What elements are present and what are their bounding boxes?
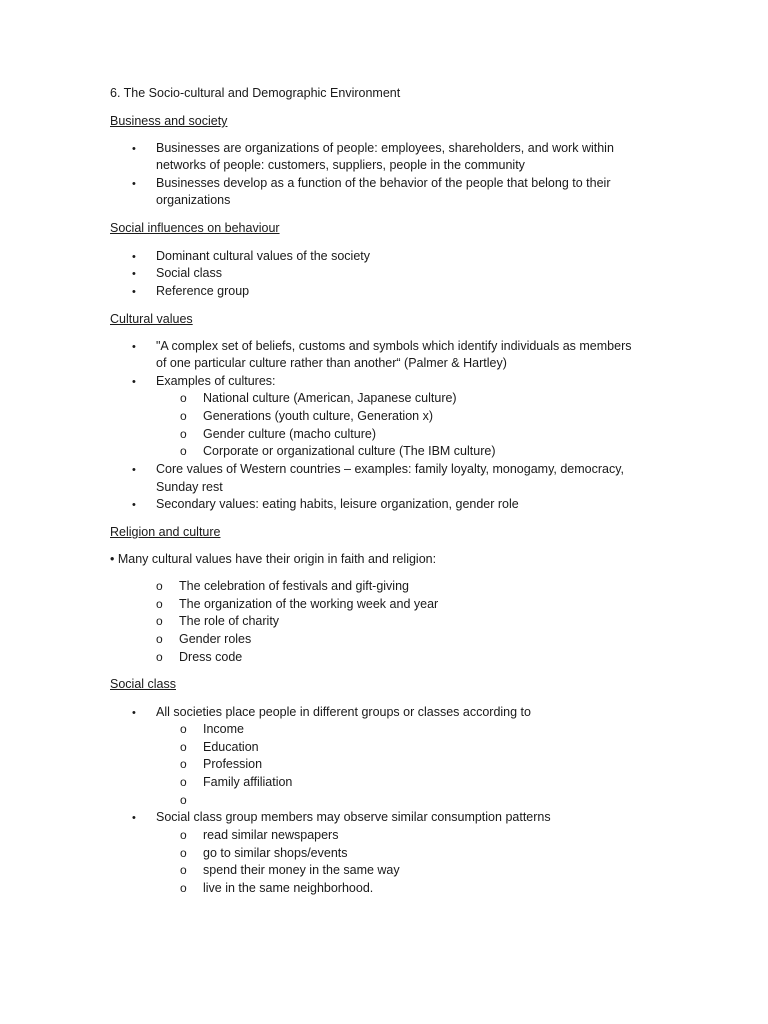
bullet-marker: • [132, 286, 136, 298]
religion-intro-text: • Many cultural values have their origin in faith and religion: [110, 552, 437, 566]
sub-bullet-text: live in the same neighborhood. [203, 881, 374, 895]
sub-bullet-marker: o [156, 597, 163, 611]
bullet-text: Businesses are organizations of people: employees, shareholders, and work within [156, 141, 614, 155]
sub-bullet-text: The celebration of festivals and gift-giving [179, 579, 409, 593]
sub-bullet-marker: o [180, 391, 187, 405]
sub-bullet-marker: o [180, 444, 187, 458]
bullet-text: Social class [156, 266, 222, 280]
heading-business-and-society: Business and society [110, 114, 228, 128]
sub-bullet-text: The organization of the working week and year [179, 597, 439, 611]
sub-bullet-text: Dress code [179, 650, 243, 664]
sub-bullet-marker: o [180, 881, 187, 895]
sub-bullet-marker: o [180, 846, 187, 860]
document-title: 6. The Socio-cultural and Demographic Environment [110, 86, 401, 100]
sub-bullet-marker: o [180, 427, 187, 441]
sub-bullet-text: read similar newspapers [203, 828, 339, 842]
bullet-marker: • [132, 464, 136, 476]
heading-social-class: Social class [110, 677, 176, 691]
sub-bullet-marker: o [156, 614, 163, 628]
heading-cultural-values: Cultural values [110, 312, 193, 326]
sub-bullet-text: spend their money in the same way [203, 863, 400, 877]
bullet-text-continued: Sunday rest [156, 480, 223, 494]
heading-religion-and-culture: Religion and culture [110, 525, 221, 539]
bullet-marker: • [132, 178, 136, 190]
bullet-text: All societies place people in different groups or classes according to [156, 705, 531, 719]
bullet-marker: • [132, 707, 136, 719]
sub-bullet-text: Gender roles [179, 632, 252, 646]
sub-bullet-marker: o [180, 722, 187, 736]
sub-bullet-marker: o [180, 793, 187, 807]
sub-bullet-marker: o [180, 863, 187, 877]
bullet-text: Core values of Western countries – examples: family loyalty, monogamy, democracy, [156, 462, 625, 476]
sub-bullet-marker: o [156, 632, 163, 646]
heading-social-influences: Social influences on behaviour [110, 221, 280, 235]
bullet-text: Secondary values: eating habits, leisure organization, gender role [156, 497, 519, 511]
sub-bullet-marker: o [180, 757, 187, 771]
bullet-marker: • [132, 499, 136, 511]
sub-bullet-text: Income [203, 722, 244, 736]
sub-bullet-text: National culture (American, Japanese culture) [203, 391, 457, 405]
sub-bullet-marker: o [180, 409, 187, 423]
bullet-text: Dominant cultural values of the society [156, 249, 370, 263]
sub-bullet-marker: o [156, 579, 163, 593]
bullet-text: Examples of cultures: [156, 374, 276, 388]
bullet-text: "A complex set of beliefs, customs and symbols which identify individuals as members [156, 339, 632, 353]
sub-bullet-text: Profession [203, 757, 263, 771]
bullet-marker: • [132, 268, 136, 280]
sub-bullet-marker: o [180, 775, 187, 789]
sub-bullet-text: go to similar shops/events [203, 846, 348, 860]
sub-bullet-text: Education [203, 740, 259, 754]
sub-bullet-text: Generations (youth culture, Generation x) [203, 409, 433, 423]
sub-bullet-text: The role of charity [179, 614, 280, 628]
bullet-text: Reference group [156, 284, 250, 298]
sub-bullet-marker: o [180, 828, 187, 842]
sub-bullet-text: Gender culture (macho culture) [203, 427, 376, 441]
sub-bullet-marker: o [156, 650, 163, 664]
bullet-text-continued: networks of people: customers, suppliers, people in the community [156, 158, 525, 172]
sub-bullet-text: Family affiliation [203, 775, 293, 789]
bullet-marker: • [132, 376, 136, 388]
bullet-marker: • [132, 812, 136, 824]
sub-bullet-text: Corporate or organizational culture (The IBM culture) [203, 444, 496, 458]
bullet-text: Businesses develop as a function of the behavior of the people that belong to their [156, 176, 611, 190]
bullet-text-continued: of one particular culture rather than another“ (Palmer & Hartley) [156, 356, 507, 370]
bullet-marker: • [132, 143, 136, 155]
bullet-text: Social class group members may observe similar consumption patterns [156, 810, 551, 824]
bullet-marker: • [132, 251, 136, 263]
bullet-text-continued: organizations [156, 193, 231, 207]
bullet-marker: • [132, 341, 136, 353]
sub-bullet-marker: o [180, 740, 187, 754]
